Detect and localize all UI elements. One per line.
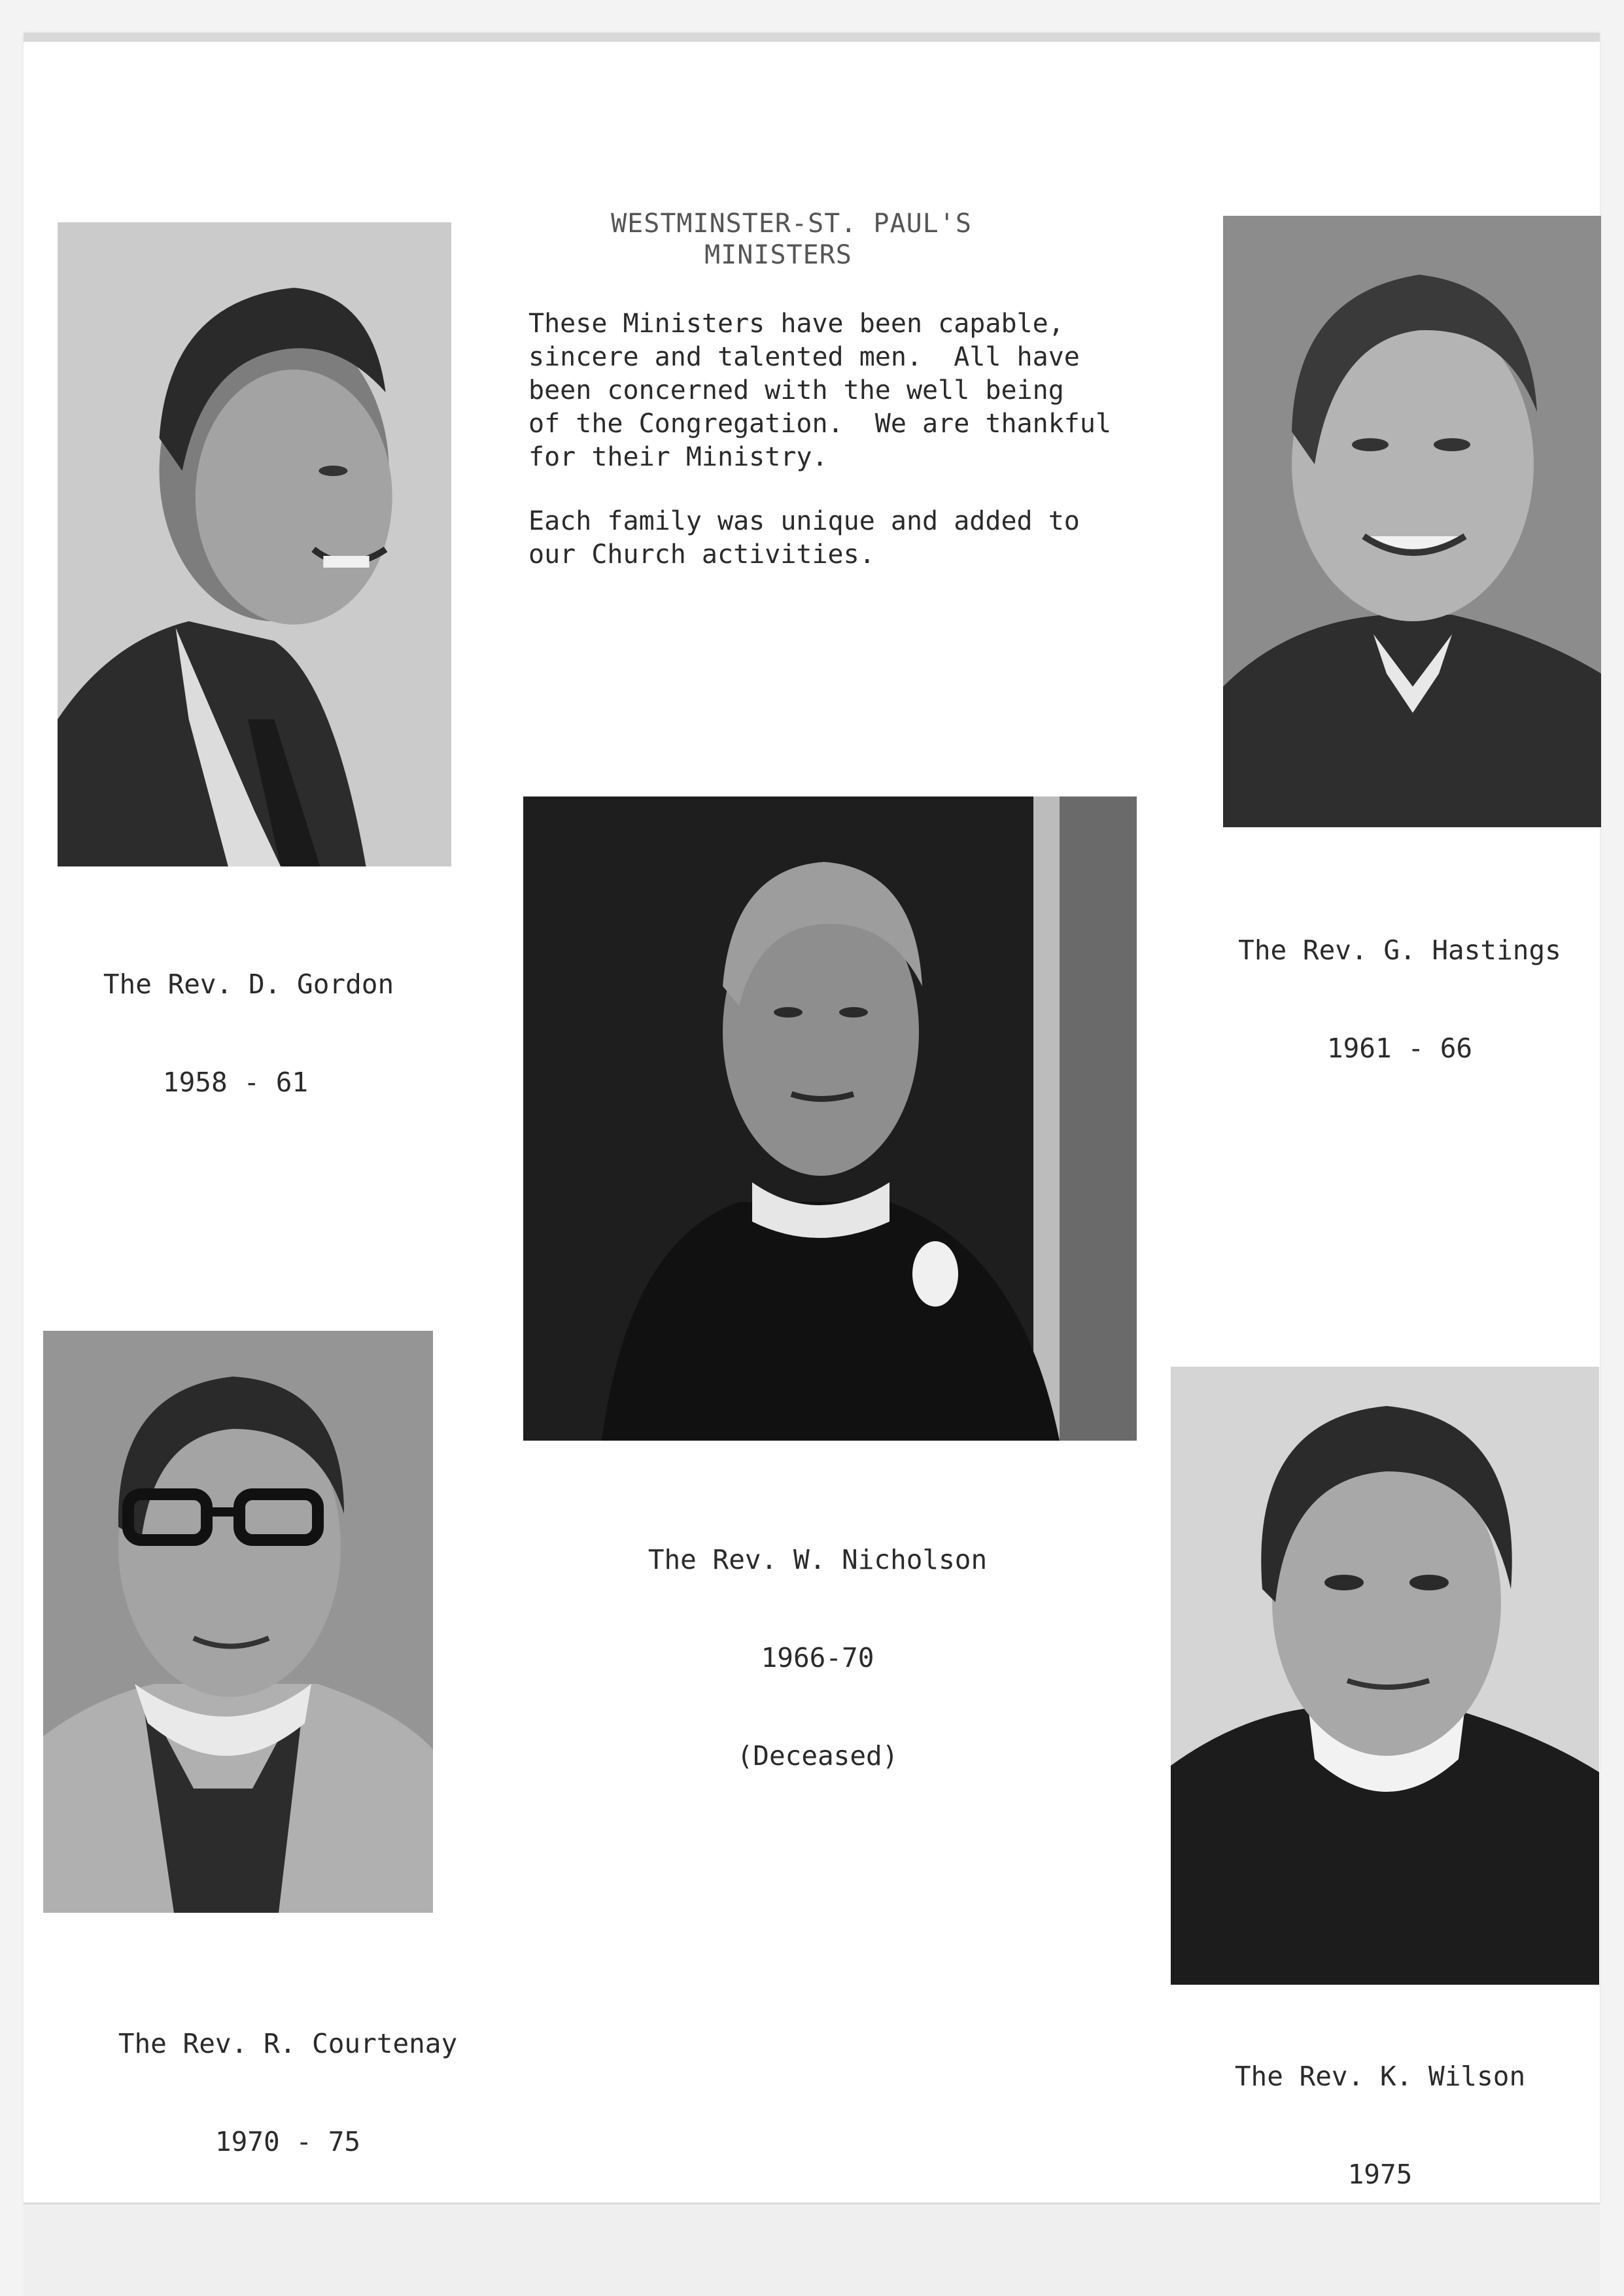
minister-years: 1975 <box>1347 2159 1413 2190</box>
minister-note: (Deceased) <box>736 1740 899 1772</box>
minister-name: The Rev. D. Gordon <box>103 968 394 1000</box>
caption-nicholson <box>589 1478 1046 1805</box>
page-heading <box>562 208 1020 271</box>
intro-paragraph-1: These Ministers have been capable, sincere and talented men. All have been concerned with the well being of the Congregation. We are thankful for their Ministry. <box>528 309 1112 472</box>
minister-years: 1958 - 61 <box>162 1067 309 1098</box>
caption-hastings <box>1217 868 1583 1097</box>
photo-hastings <box>1223 216 1601 827</box>
minister-name: The Rev. R. Courtenay <box>118 2028 458 2059</box>
intro-paragraph-2: Each family was unique and added to our Church activities. <box>528 506 1080 570</box>
top-scan-edge <box>24 33 1600 42</box>
caption-courtenay <box>98 1962 477 2191</box>
caption-wilson <box>1210 1995 1550 2223</box>
minister-name: The Rev. W. Nicholson <box>648 1544 988 1575</box>
heading-line-2: MINISTERS <box>704 240 852 270</box>
photo-wilson <box>1171 1367 1599 1985</box>
minister-name: The Rev. G. Hastings <box>1238 934 1561 966</box>
minister-years: 1966-70 <box>761 1642 874 1673</box>
minister-years: 1961 - 66 <box>1326 1033 1473 1064</box>
minister-years: 1970 - 75 <box>215 2126 361 2157</box>
heading-line-1: WESTMINSTER-ST. PAUL'S <box>611 209 972 239</box>
photo-courtenay <box>43 1331 433 1913</box>
minister-name: The Rev. K. Wilson <box>1234 2061 1526 2092</box>
caption-gordon <box>85 902 412 1131</box>
photo-nicholson <box>523 797 1137 1441</box>
photo-gordon <box>58 222 451 866</box>
